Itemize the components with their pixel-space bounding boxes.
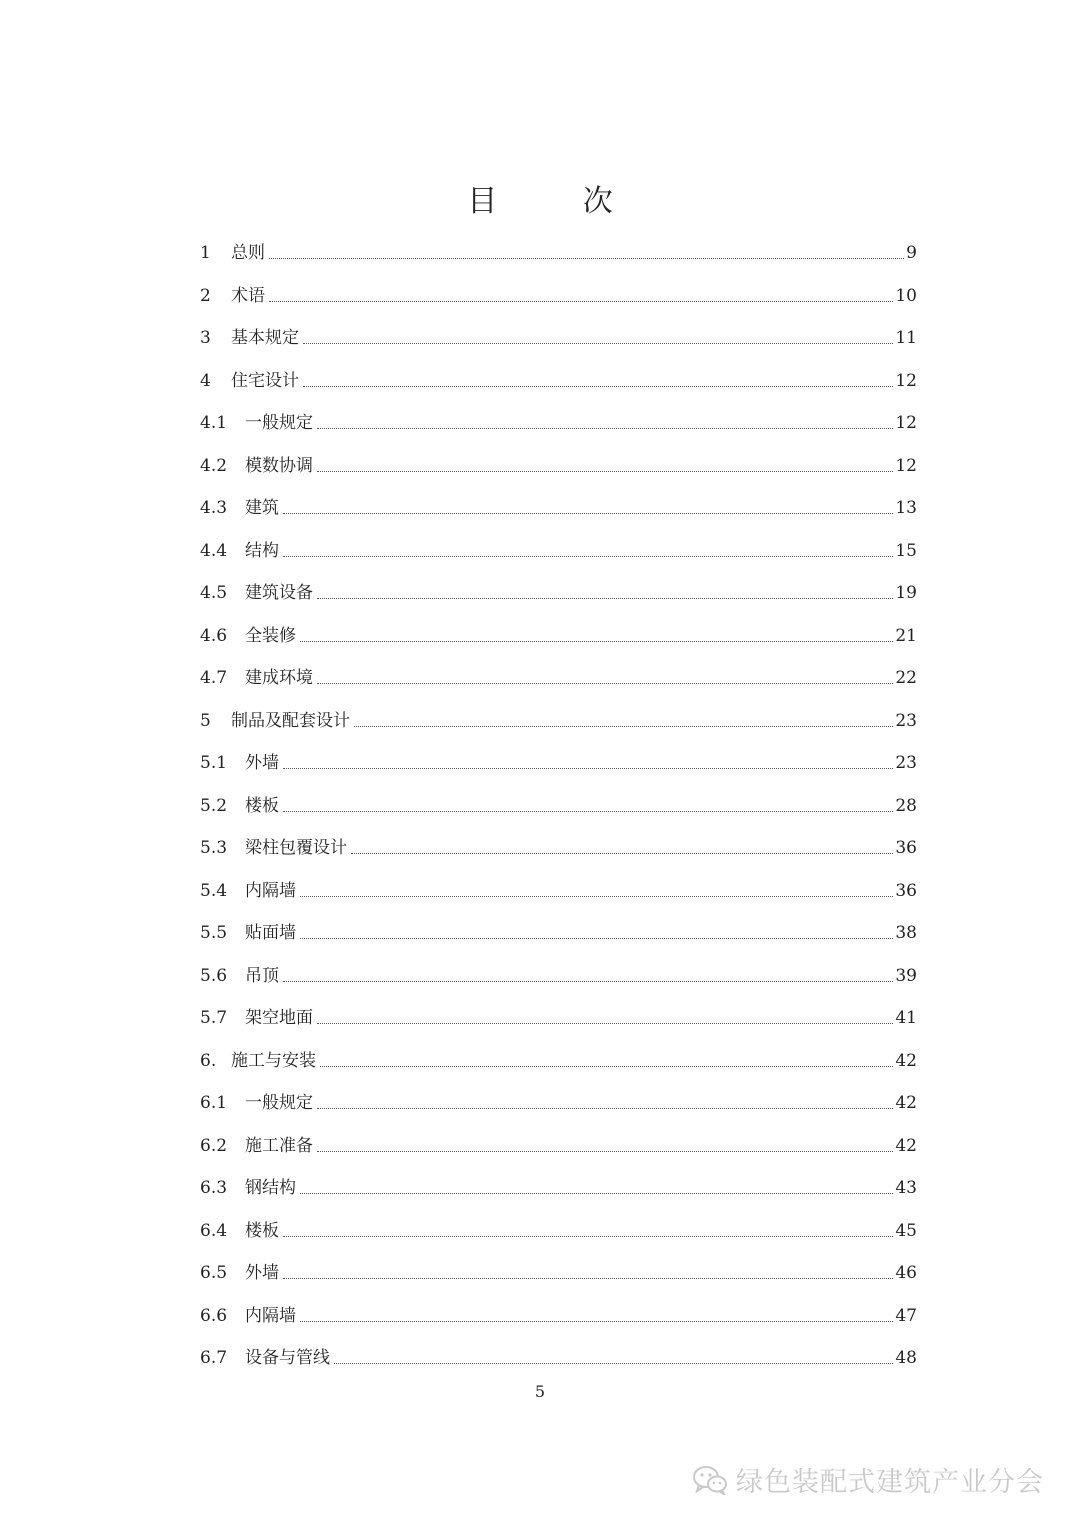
toc-entry-page: 43 bbox=[895, 1178, 917, 1199]
toc-entry-label: 贴面墙 bbox=[245, 923, 296, 944]
toc-dot-leader bbox=[283, 767, 893, 769]
toc-entry-label: 外墙 bbox=[245, 753, 279, 774]
toc-dot-leader bbox=[317, 1022, 893, 1024]
toc-entry-label: 一般规定 bbox=[245, 413, 313, 434]
toc-dot-leader bbox=[300, 895, 893, 897]
toc-entry[interactable] bbox=[200, 445, 917, 488]
toc-entry-label: 楼板 bbox=[245, 1220, 279, 1241]
toc-entry-page: 23 bbox=[895, 710, 917, 731]
toc-dot-leader bbox=[283, 1235, 893, 1237]
toc-entry-number: 6.5 bbox=[200, 1263, 228, 1284]
watermark bbox=[692, 1460, 1044, 1499]
toc-entry-number: 6.2 bbox=[200, 1135, 228, 1156]
toc-entry-page: 11 bbox=[895, 328, 917, 349]
toc-entry[interactable] bbox=[200, 700, 917, 743]
toc-entry[interactable] bbox=[200, 955, 917, 998]
toc-entry[interactable] bbox=[200, 827, 917, 870]
toc-entry-page: 48 bbox=[895, 1348, 917, 1369]
toc-entry-number: 6.4 bbox=[200, 1220, 228, 1241]
toc-dot-leader bbox=[283, 512, 893, 514]
toc-entry-label: 结构 bbox=[245, 540, 279, 561]
toc-entry-number: 6.7 bbox=[200, 1348, 228, 1369]
toc-entry-label: 模数协调 bbox=[245, 455, 313, 476]
toc-entry[interactable] bbox=[200, 785, 917, 828]
toc-entry-number: 5.5 bbox=[200, 923, 228, 944]
toc-entry-number: 5.3 bbox=[200, 838, 228, 859]
toc-dot-leader bbox=[317, 470, 893, 472]
toc-entry[interactable] bbox=[200, 530, 917, 573]
toc-entry-number: 1 bbox=[200, 243, 211, 264]
toc-entry[interactable] bbox=[200, 317, 917, 360]
toc-entry[interactable] bbox=[200, 1295, 917, 1338]
toc-entry[interactable] bbox=[200, 572, 917, 615]
toc-entry[interactable] bbox=[200, 615, 917, 658]
toc-entry-number: 6.1 bbox=[200, 1093, 228, 1114]
toc-entry-page: 12 bbox=[895, 455, 917, 476]
toc-dot-leader bbox=[320, 1065, 893, 1067]
toc-entry-number: 6. bbox=[200, 1050, 217, 1071]
toc-entry-number: 6.3 bbox=[200, 1178, 228, 1199]
toc-entry-page: 47 bbox=[895, 1305, 917, 1326]
toc-entry-number: 4.2 bbox=[200, 455, 228, 476]
toc-entry-number: 5.4 bbox=[200, 880, 228, 901]
toc-entry-number: 4.3 bbox=[200, 498, 228, 519]
toc-dot-leader bbox=[317, 597, 893, 599]
toc-entry-label: 总则 bbox=[231, 243, 265, 264]
toc-entry-label: 钢结构 bbox=[245, 1178, 296, 1199]
toc-entry-label: 梁柱包覆设计 bbox=[245, 838, 347, 859]
toc-entry-page: 36 bbox=[895, 880, 917, 901]
toc-entry-page: 36 bbox=[895, 838, 917, 859]
toc-entry-page: 12 bbox=[895, 413, 917, 434]
toc-dot-leader bbox=[283, 555, 893, 557]
toc-entry[interactable] bbox=[200, 1040, 917, 1083]
toc-dot-leader bbox=[300, 640, 893, 642]
toc-entry-label: 建成环境 bbox=[245, 668, 313, 689]
toc-entry-number: 4 bbox=[200, 370, 211, 391]
toc-entry[interactable] bbox=[200, 1252, 917, 1295]
toc-entry[interactable] bbox=[200, 997, 917, 1040]
toc-entry-label: 一般规定 bbox=[245, 1093, 313, 1114]
toc-entry-label: 建筑 bbox=[245, 498, 279, 519]
toc-entry-label: 术语 bbox=[231, 285, 265, 306]
toc-entry[interactable] bbox=[200, 1337, 917, 1380]
toc-dot-leader bbox=[283, 810, 893, 812]
toc-entry-page: 38 bbox=[895, 923, 917, 944]
toc-dot-leader bbox=[317, 1107, 893, 1109]
toc-entry-page: 13 bbox=[895, 498, 917, 519]
toc-entry[interactable] bbox=[200, 1125, 917, 1168]
toc-entry-label: 吊顶 bbox=[245, 965, 279, 986]
toc-entry-label: 内隔墙 bbox=[245, 1305, 296, 1326]
toc-entry-page: 22 bbox=[895, 668, 917, 689]
toc-entry[interactable] bbox=[200, 275, 917, 318]
toc-entry-page: 23 bbox=[895, 753, 917, 774]
toc-entry-page: 42 bbox=[895, 1050, 917, 1071]
toc-dot-leader bbox=[283, 1277, 893, 1279]
toc-entry-page: 9 bbox=[906, 243, 917, 264]
toc-entry-page: 28 bbox=[895, 795, 917, 816]
page-title: 目 次 bbox=[467, 184, 651, 219]
toc-entry-page: 41 bbox=[895, 1008, 917, 1029]
toc-entry-page: 12 bbox=[895, 370, 917, 391]
toc-entry-number: 4.4 bbox=[200, 540, 228, 561]
toc-entry[interactable] bbox=[200, 487, 917, 530]
toc-entry-number: 5.6 bbox=[200, 965, 228, 986]
toc-entry-label: 住宅设计 bbox=[231, 370, 299, 391]
toc-entry-page: 10 bbox=[895, 285, 917, 306]
toc-entry-number: 5.7 bbox=[200, 1008, 228, 1029]
toc-entry-page: 42 bbox=[895, 1135, 917, 1156]
toc-entry-label: 建筑设备 bbox=[245, 583, 313, 604]
toc-entry-number: 4.1 bbox=[200, 413, 228, 434]
toc-entry[interactable] bbox=[200, 870, 917, 913]
toc-entry-page: 42 bbox=[895, 1093, 917, 1114]
toc-dot-leader bbox=[351, 852, 893, 854]
toc-entry-number: 4.5 bbox=[200, 583, 228, 604]
toc-entry[interactable] bbox=[200, 1082, 917, 1125]
toc-dot-leader bbox=[300, 1320, 893, 1322]
toc-dot-leader bbox=[269, 257, 904, 259]
toc-entry-label: 外墙 bbox=[245, 1263, 279, 1284]
toc-dot-leader bbox=[317, 682, 893, 684]
page-number: 5 bbox=[534, 1382, 546, 1401]
toc-dot-leader bbox=[334, 1362, 893, 1364]
toc-entry-page: 19 bbox=[895, 583, 917, 604]
toc-dot-leader bbox=[317, 1150, 893, 1152]
toc-entry-label: 内隔墙 bbox=[245, 880, 296, 901]
toc-entry-number: 5.1 bbox=[200, 753, 228, 774]
toc-dot-leader bbox=[300, 1192, 893, 1194]
toc-dot-leader bbox=[303, 385, 893, 387]
toc-entry-page: 45 bbox=[895, 1220, 917, 1241]
toc-entry-number: 4.7 bbox=[200, 668, 228, 689]
toc-entry[interactable] bbox=[200, 402, 917, 445]
toc-dot-leader bbox=[317, 427, 893, 429]
toc-entry-label: 设备与管线 bbox=[245, 1348, 330, 1369]
toc-entry[interactable] bbox=[200, 1210, 917, 1253]
toc-entry[interactable] bbox=[200, 657, 917, 700]
toc-dot-leader bbox=[269, 300, 893, 302]
toc-entry-label: 施工准备 bbox=[245, 1135, 313, 1156]
toc-entry-number: 5.2 bbox=[200, 795, 228, 816]
toc-entry-label: 楼板 bbox=[245, 795, 279, 816]
toc-entry-label: 全装修 bbox=[245, 625, 296, 646]
toc-entry-label: 基本规定 bbox=[231, 328, 299, 349]
watermark-text: 绿色装配式建筑产业分会 bbox=[736, 1467, 1044, 1498]
toc-entry-number: 4.6 bbox=[200, 625, 228, 646]
toc-entry[interactable] bbox=[200, 1167, 917, 1210]
toc-dot-leader bbox=[303, 342, 893, 344]
toc-entry-number: 5 bbox=[200, 710, 211, 731]
toc-dot-leader bbox=[300, 937, 893, 939]
toc-entry-number: 6.6 bbox=[200, 1305, 228, 1326]
toc-dot-leader bbox=[283, 980, 893, 982]
toc-entry[interactable] bbox=[200, 912, 917, 955]
toc-entry-page: 15 bbox=[895, 540, 917, 561]
toc-entry-label: 施工与安装 bbox=[231, 1050, 316, 1071]
toc-entry[interactable] bbox=[200, 742, 917, 785]
wechat-icon bbox=[692, 1465, 728, 1495]
toc-entry[interactable] bbox=[200, 232, 917, 275]
toc-entry[interactable] bbox=[200, 360, 917, 403]
toc-entry-page: 46 bbox=[895, 1263, 917, 1284]
toc-entry-number: 3 bbox=[200, 328, 211, 349]
toc-entry-label: 架空地面 bbox=[245, 1008, 313, 1029]
toc-dot-leader bbox=[354, 725, 893, 727]
toc-entry-label: 制品及配套设计 bbox=[231, 710, 350, 731]
toc-entry-number: 2 bbox=[200, 285, 211, 306]
toc-entry-page: 39 bbox=[895, 965, 917, 986]
toc-entry-page: 21 bbox=[895, 625, 917, 646]
table-of-contents bbox=[200, 232, 917, 1380]
